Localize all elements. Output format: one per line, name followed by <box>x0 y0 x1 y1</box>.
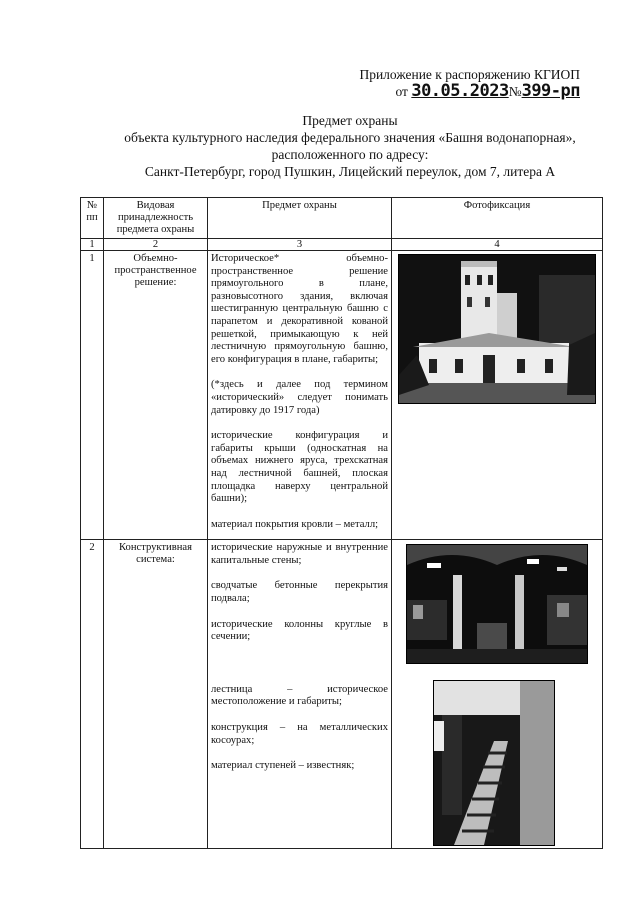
row-number: 1 <box>81 251 104 540</box>
subject-paragraph: материал покрытия кровли – металл; <box>211 518 379 530</box>
table-row <box>81 251 603 540</box>
header-num: № пп <box>81 198 104 239</box>
subject-paragraph: конструкция – на металлических косоурах; <box>211 722 388 746</box>
subject-paragraph: лестница – историческое местоположение и габариты; <box>211 683 388 708</box>
header-subject: Предмет охраны <box>208 198 392 239</box>
title-line-1: Предмет охраны <box>302 113 398 128</box>
title-line-2: объекта культурного наследия федерального значения «Башня водонапорная», <box>124 130 576 145</box>
title-line-4: Санкт-Петербург, город Пушкин, Лицейский переулок, дом 7, литера А <box>144 164 556 179</box>
number-prefix: № <box>508 84 522 99</box>
header-photo: Фотофиксация <box>392 198 603 239</box>
date-prefix: от <box>395 84 408 99</box>
index-cell: 3 <box>208 239 392 251</box>
photo-tower-exterior <box>398 254 596 404</box>
index-cell: 4 <box>392 239 603 251</box>
subject-paragraph: исторические наружные и внутренние капитальные стены; <box>211 542 388 566</box>
index-cell: 1 <box>81 239 104 251</box>
table-header-row <box>81 198 603 239</box>
number-value: 399-рп <box>521 81 580 101</box>
title-line-3: расположенного по адресу: <box>271 147 429 162</box>
subject-paragraph: исторические колонны круглые в сечении; <box>211 618 388 643</box>
row-subject <box>208 251 392 540</box>
header-type: Видовая принадлежность предмета охраны <box>104 198 208 239</box>
subject-paragraph: исторические конфигурация и габариты крыши (односкатная на объемах нижнего яруса, трехскатная над лестничной башней, плоская площадка наверху центральной башни); <box>211 430 388 505</box>
photo-basement-interior <box>406 544 588 664</box>
date-value: 30.05.2023 <box>411 81 509 101</box>
appendix-date-line <box>359 83 580 100</box>
index-cell: 2 <box>104 239 208 251</box>
table-index-row <box>81 239 603 251</box>
row-subject <box>208 540 392 849</box>
row-type: Объемно-пространственное решение: <box>104 251 208 540</box>
appendix-header <box>359 66 580 100</box>
subject-paragraph: Историческое* объемно-пространственное решение прямоугольного в плане, разновысотного здания, включая шестигранную центральную башню с парапетом и декоративной кованой решеткой, примыкающую к ней лестничную прямоугольную башню, его конфигурация в плане, габариты; <box>211 253 388 365</box>
row-number: 2 <box>81 540 104 849</box>
document-title <box>60 112 640 180</box>
row-type: Конструктивная система: <box>104 540 208 849</box>
subject-paragraph: (*здесь и далее под термином «исторический» следует понимать датировку до 1917 года) <box>211 379 388 416</box>
protection-subject-table <box>80 197 603 849</box>
table-row <box>81 540 603 849</box>
appendix-line: Приложение к распоряжению КГИОП <box>359 67 580 82</box>
subject-paragraph: материал ступеней – известняк; <box>211 760 355 772</box>
subject-paragraph: сводчатые бетонные перекрытия подвала; <box>211 580 388 605</box>
row-photo-cell <box>392 540 603 849</box>
photo-staircase <box>433 680 555 846</box>
row-photo-cell <box>392 251 603 540</box>
